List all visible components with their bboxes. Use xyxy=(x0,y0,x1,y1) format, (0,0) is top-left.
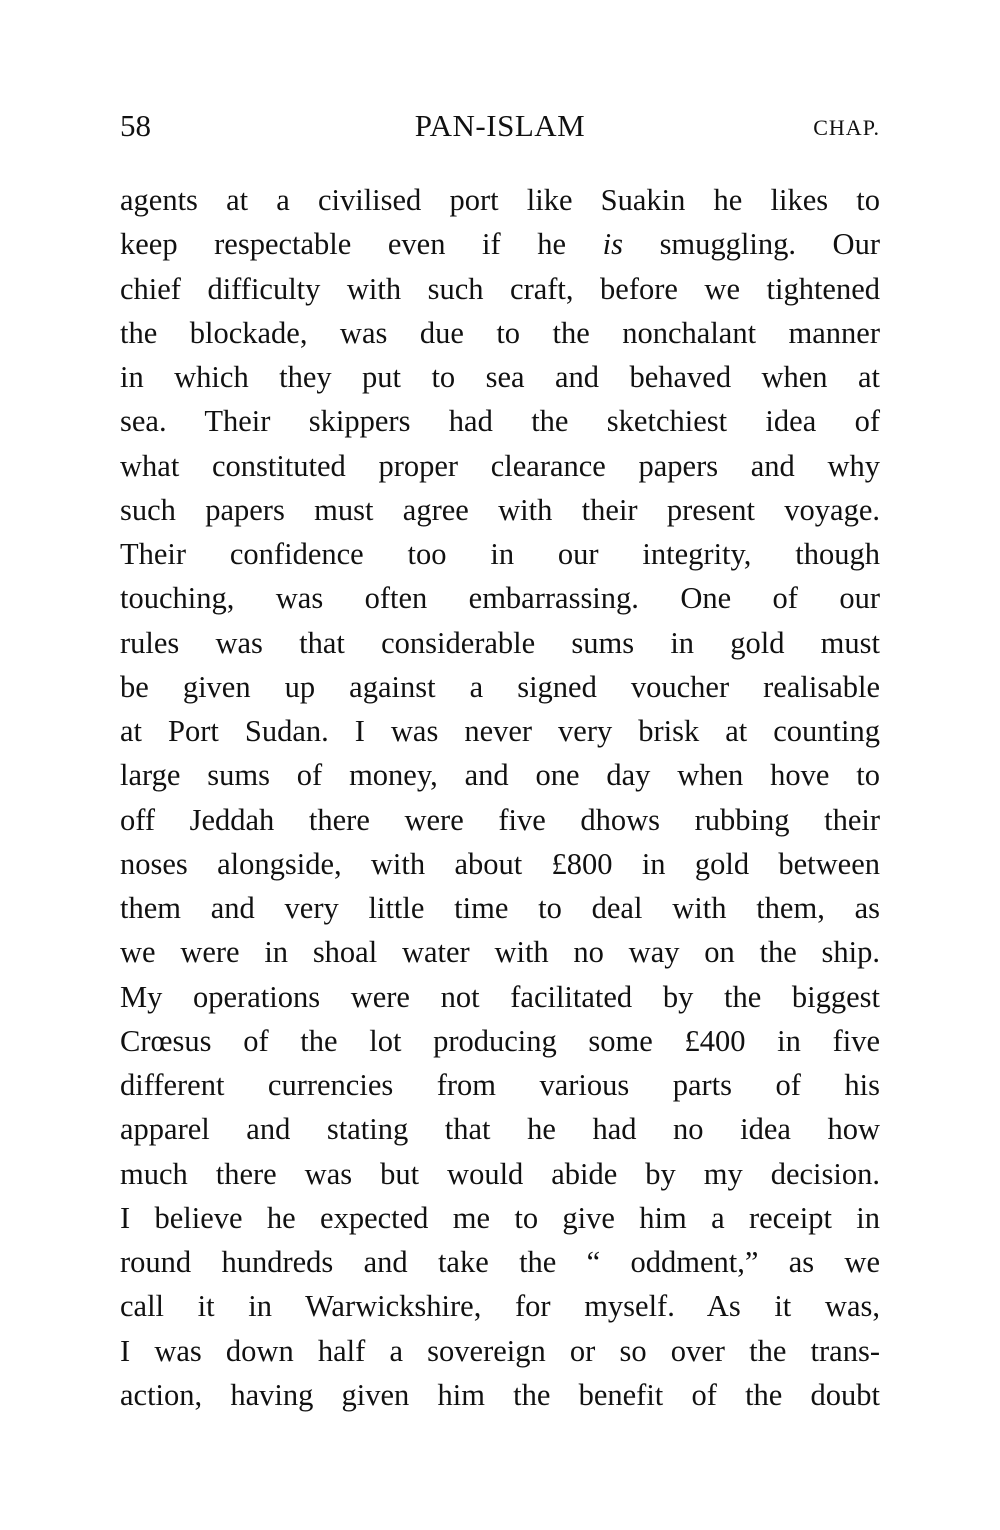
page-number: 58 xyxy=(120,108,151,143)
text-line-content: rules was that considerable sums in gold must xyxy=(120,625,880,660)
text-line xyxy=(120,488,880,532)
text-line-content: at Port Sudan. I was never very brisk at counting xyxy=(120,714,880,748)
text-line-content: call it in Warwickshire, for myself. As it was, xyxy=(120,1289,880,1324)
text-line-content: round hundreds and take the “ oddment,” as we xyxy=(120,1245,880,1279)
text-segment: smuggling. Our xyxy=(622,227,880,262)
text-line xyxy=(120,444,880,488)
text-line xyxy=(120,355,880,399)
text-line xyxy=(120,576,880,620)
text-line xyxy=(120,665,880,709)
text-line xyxy=(120,1152,880,1196)
text-line-content: action, having given him the benefit of the doubt xyxy=(120,1377,880,1412)
text-line-content: such papers must agree with their present voyage. xyxy=(120,492,880,527)
text-line xyxy=(120,1107,880,1151)
text-line-content: noses alongside, with about £800 in gold between xyxy=(120,846,880,881)
body-text xyxy=(120,178,880,1417)
text-line-content: My operations were not facilitated by the biggest xyxy=(120,979,880,1014)
text-line xyxy=(120,222,880,266)
running-header xyxy=(120,108,880,152)
text-line-content: them and very little time to deal with them, as xyxy=(120,891,880,925)
text-line-content: Their confidence too in our integrity, though xyxy=(120,537,880,571)
text-line xyxy=(120,399,880,443)
text-line-content: chief difficulty with such craft, before we tightened xyxy=(120,271,880,306)
text-line-content: be given up against a signed voucher realisable xyxy=(120,669,880,704)
italic-emphasis: is xyxy=(602,227,623,262)
text-line-content: I was down half a sovereign or so over the trans- xyxy=(120,1333,880,1368)
text-line-content: what constituted proper clearance papers and why xyxy=(120,448,880,483)
text-line-content: large sums of money, and one day when hove to xyxy=(120,758,880,793)
text-line-content xyxy=(120,222,880,266)
text-segment: keep respectable even if he xyxy=(120,227,603,262)
text-line-content: I believe he expected me to give him a receipt in xyxy=(120,1200,880,1235)
text-line xyxy=(120,1019,880,1063)
text-line-content: agents at a civilised port like Suakin he likes to xyxy=(120,183,880,217)
text-line xyxy=(120,753,880,797)
text-line-content: we were in shoal water with no way on the ship. xyxy=(120,935,880,970)
running-title: PAN-ISLAM xyxy=(414,108,586,143)
text-line-content: much there was but would abide by my decision. xyxy=(120,1156,880,1191)
text-line xyxy=(120,1329,880,1373)
text-line xyxy=(120,1063,880,1107)
text-line xyxy=(120,709,880,753)
text-line xyxy=(120,975,880,1019)
text-line-content: in which they put to sea and behaved when at xyxy=(120,360,880,394)
text-line xyxy=(120,532,880,576)
text-line xyxy=(120,267,880,311)
text-line-content: sea. Their skippers had the sketchiest idea of xyxy=(120,404,880,439)
text-line-content: off Jeddah there were five dhows rubbing their xyxy=(120,802,880,837)
text-line xyxy=(120,798,880,842)
text-line xyxy=(120,1240,880,1284)
text-line xyxy=(120,1284,880,1328)
chapter-marker: CHAP. xyxy=(813,115,880,140)
text-line xyxy=(120,930,880,974)
text-line xyxy=(120,178,880,222)
text-line xyxy=(120,621,880,665)
text-line xyxy=(120,842,880,886)
text-line-content: different currencies from various parts of his xyxy=(120,1068,880,1102)
text-line-content: touching, was often embarrassing. One of our xyxy=(120,581,880,616)
text-line-content: the blockade, was due to the nonchalant manner xyxy=(120,315,880,350)
text-line xyxy=(120,886,880,930)
text-line xyxy=(120,1373,880,1417)
text-line xyxy=(120,311,880,355)
text-line-content: Crœsus of the lot producing some £400 in five xyxy=(120,1023,880,1058)
text-line xyxy=(120,1196,880,1240)
text-line-content: apparel and stating that he had no idea how xyxy=(120,1112,880,1147)
